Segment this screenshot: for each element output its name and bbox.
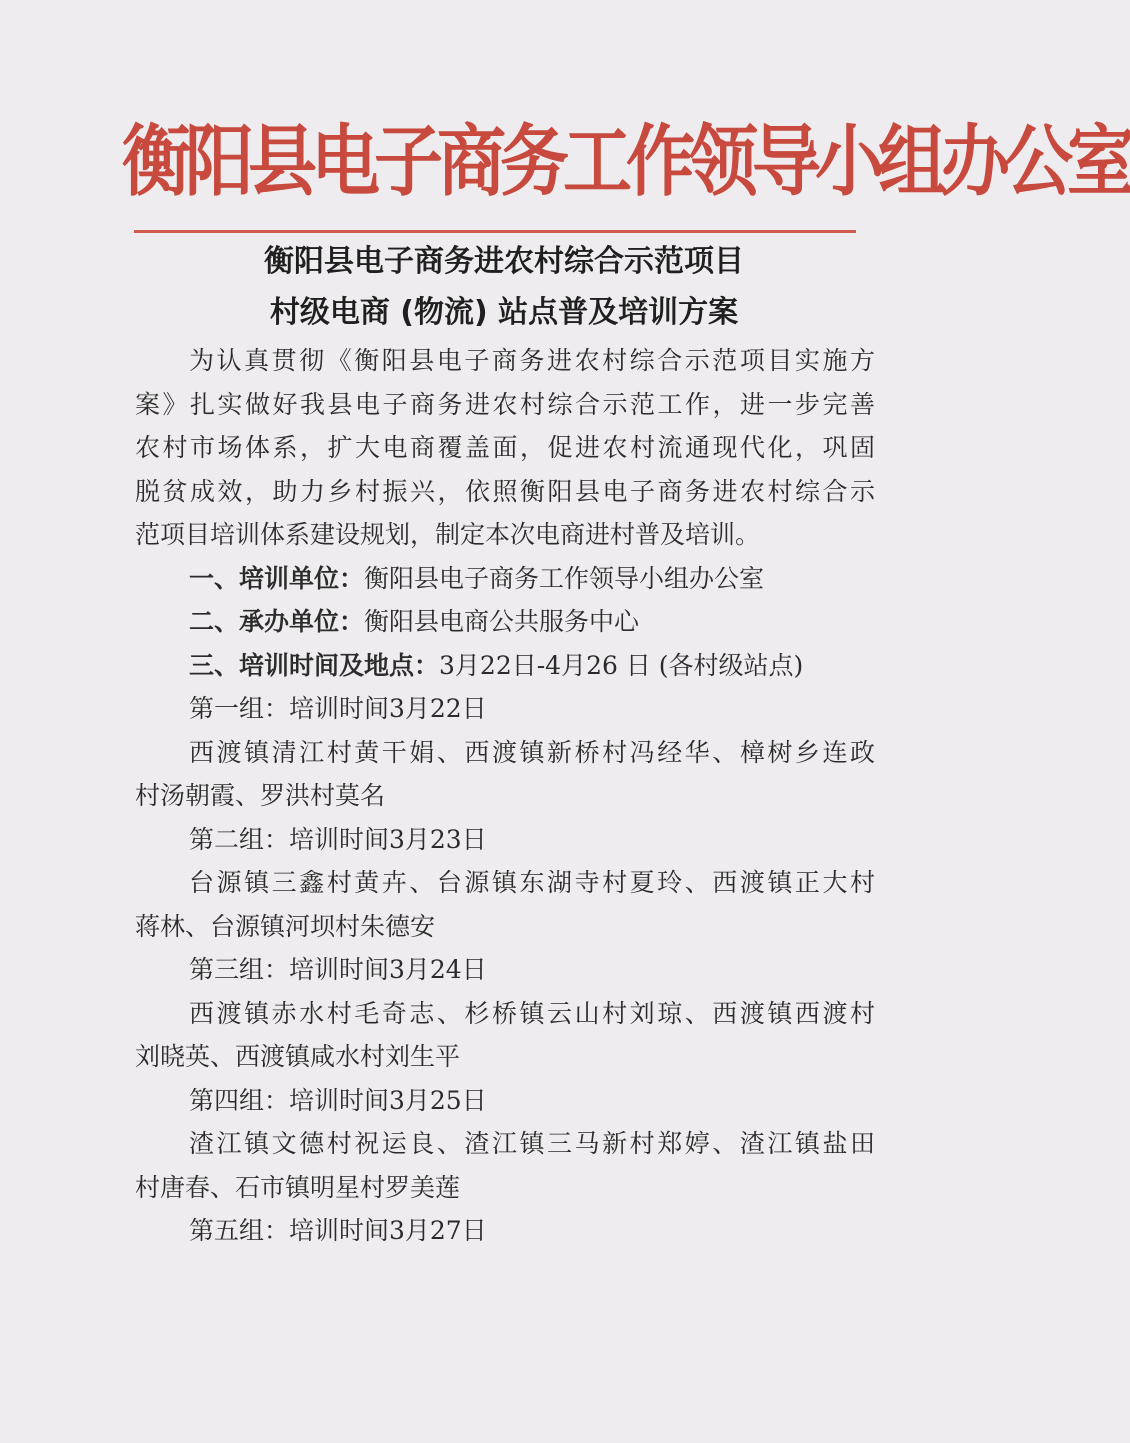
group-heading: 第四组：培训时间3月25日 xyxy=(189,1085,487,1115)
group-heading: 第二组：培训时间3月23日 xyxy=(189,824,487,854)
document-title-line-2: 村级电商 (物流) 站点普及培训方案 xyxy=(269,295,739,330)
group-members-line: 村汤朝霞、罗洪村莫名 xyxy=(135,781,386,810)
group-members-line: 西渡镇赤水村毛奇志、杉桥镇云山村刘琼、西渡镇西渡村 xyxy=(189,998,875,1028)
intro-line: 范项目培训体系建设规划，制定本次电商进村普及培训。 xyxy=(135,520,761,549)
section-label: 三、培训时间及地点： xyxy=(189,650,440,680)
section-value: 3月22日-4月26 日 (各村级站点) xyxy=(439,650,804,680)
section-value: 衡阳县电商公共服务中心 xyxy=(364,607,640,636)
section-label: 一、培训单位： xyxy=(189,563,365,593)
group-members-line: 渣江镇文德村祝运良、渣江镇三马新村郑婷、渣江镇盐田 xyxy=(189,1129,875,1158)
section-label: 二、承办单位： xyxy=(189,607,365,636)
intro-line: 农村市场体系，扩大电商覆盖面，促进农村流通现代化，巩固 xyxy=(135,433,875,462)
intro-line: 为认真贯彻《衡阳县电子商务进农村综合示范项目实施方 xyxy=(189,346,875,375)
letterhead-divider xyxy=(134,230,856,233)
section-organizer xyxy=(135,557,875,601)
intro-line: 脱贫成效，助力乡村振兴，依照衡阳县电子商务进农村综合示 xyxy=(135,476,875,506)
group-heading: 第五组：培训时间3月27日 xyxy=(189,1216,487,1245)
letterhead-title: 衡阳县电子商务工作领导小组办公室 xyxy=(122,117,1130,207)
group-members-line: 西渡镇清江村黄干娟、西渡镇新桥村冯经华、樟树乡连政 xyxy=(189,737,875,767)
document-body xyxy=(135,339,875,1253)
group-members-line: 村唐春、石市镇明星村罗美莲 xyxy=(135,1172,461,1202)
section-schedule xyxy=(135,644,875,688)
group-heading: 第一组：培训时间3月22日 xyxy=(189,694,487,723)
group-members-line: 台源镇三鑫村黄卉、台源镇东湖寺村夏玲、西渡镇正大村 xyxy=(189,868,875,897)
section-host xyxy=(135,600,875,644)
section-value: 衡阳县电子商务工作领导小组办公室 xyxy=(364,563,765,593)
group-members-line: 刘晓英、西渡镇咸水村刘生平 xyxy=(135,1042,461,1071)
group-heading: 第三组：培训时间3月24日 xyxy=(189,955,487,984)
document-title-line-1: 衡阳县电子商务进农村综合示范项目 xyxy=(264,244,744,279)
group-members-line: 蒋林、台源镇河坝村朱德安 xyxy=(135,911,436,941)
intro-line: 案》扎实做好我县电子商务进农村综合示范工作，进一步完善 xyxy=(135,389,875,419)
